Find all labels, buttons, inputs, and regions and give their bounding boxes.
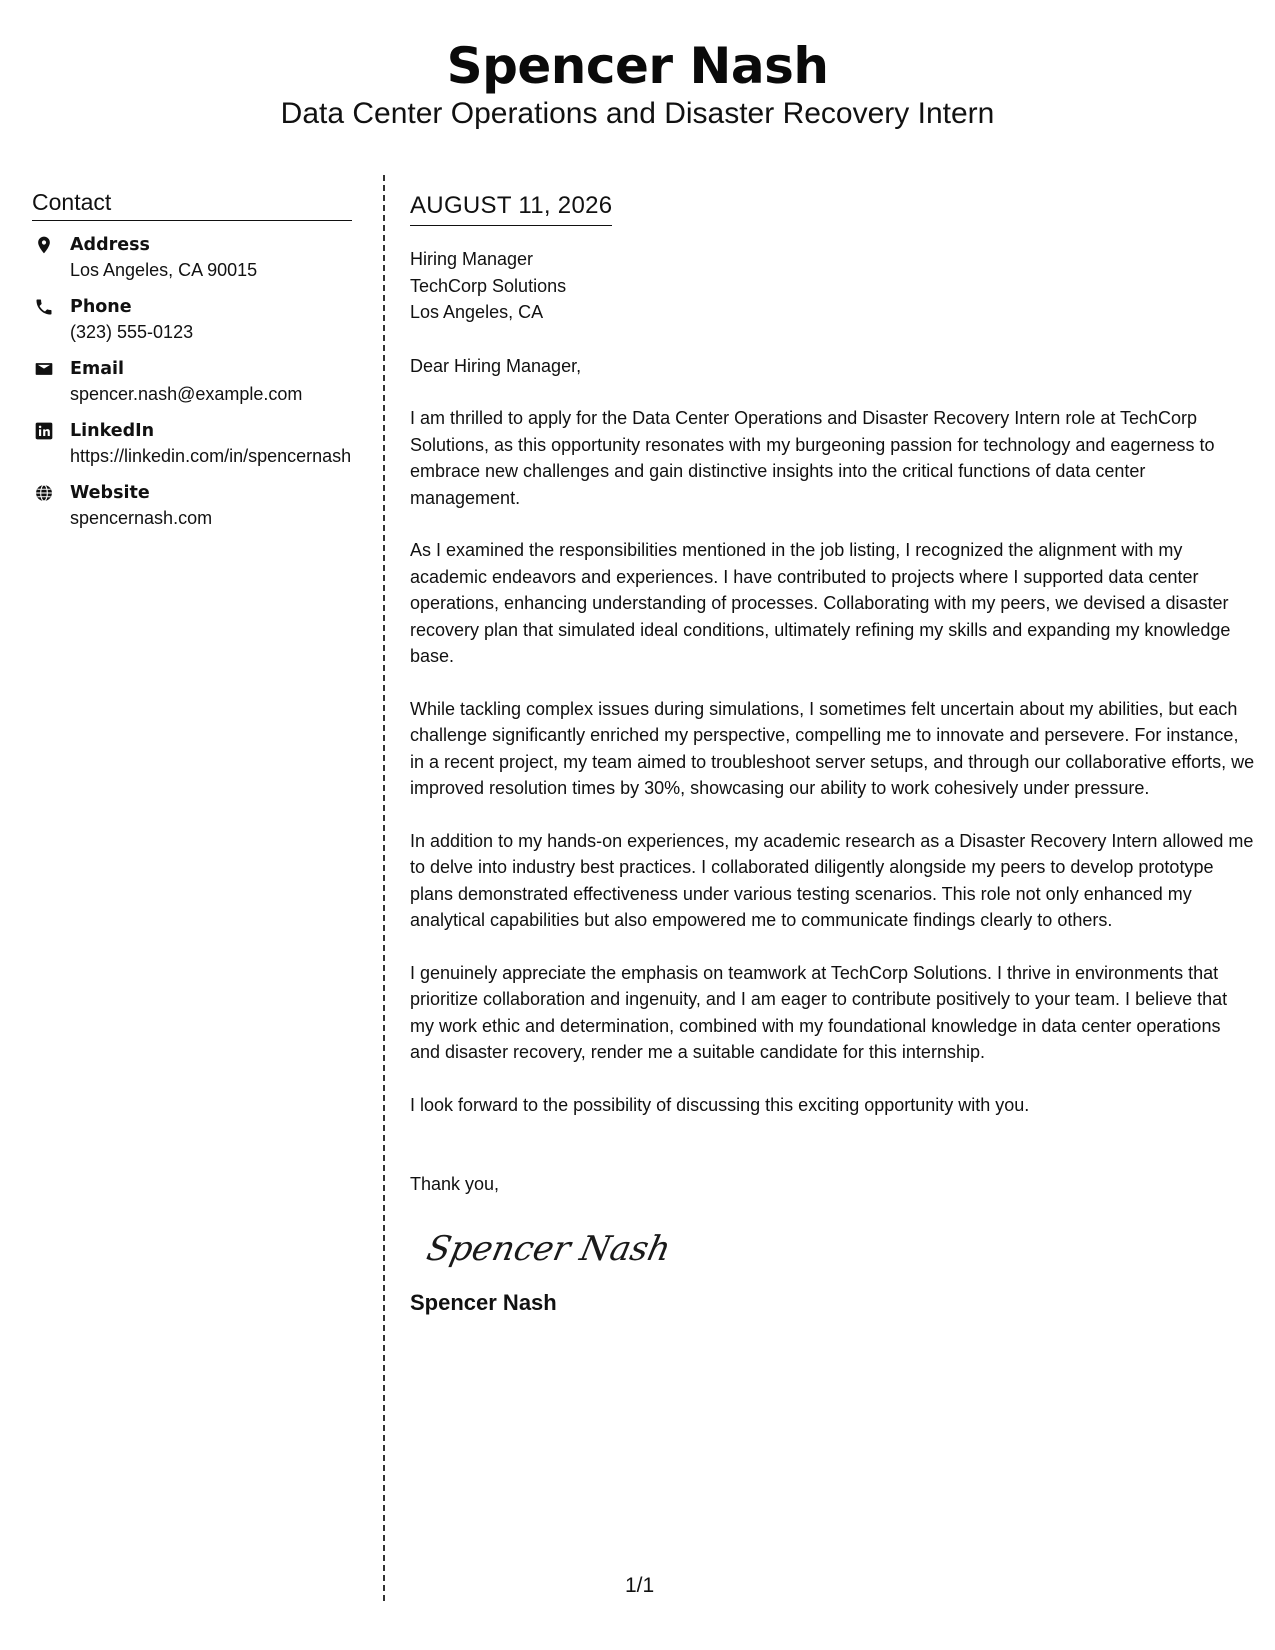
linkedin-icon (34, 421, 54, 441)
signature-text: Spencer Nash (423, 1228, 675, 1269)
applicant-title: Data Center Operations and Disaster Recovery Intern (280, 97, 995, 130)
email-label: Email (70, 359, 124, 379)
phone-value: (323) 555-0123 (70, 322, 194, 342)
contact-sidebar (32, 188, 352, 543)
map-pin-icon (34, 235, 54, 255)
contact-heading: Contact (32, 188, 352, 221)
contact-phone (32, 295, 352, 345)
linkedin-label: LinkedIn (70, 421, 155, 441)
contact-address (32, 233, 352, 283)
recipient-line: Hiring Manager (410, 249, 534, 269)
closing: Thank you, (410, 1174, 500, 1194)
salutation: Dear Hiring Manager, (410, 355, 582, 376)
letter-paragraph: I genuinely appreciate the emphasis on teamwork at TechCorp Solutions. I thrive in environments that prioritize collaboration and ingenuity, and I am eager to contribute positively to your team. I believe that my work ethic and determination, combined with my foundational knowledge in data center operations and disaster recovery, render me a suitable candidate for this internship. (410, 962, 1228, 1062)
recipient-line: Los Angeles, CA (410, 302, 544, 322)
letter-date: AUGUST 11, 2026 (410, 190, 612, 226)
column-divider (383, 175, 385, 1601)
linkedin-value[interactable]: https://linkedin.com/in/spencernash (70, 446, 352, 466)
email-value[interactable]: spencer.nash@example.com (70, 384, 303, 404)
address-value: Los Angeles, CA 90015 (70, 260, 258, 280)
contact-linkedin (32, 419, 352, 469)
letter-header (0, 36, 1275, 132)
page-number: 1/1 (625, 1574, 655, 1597)
contact-email (32, 357, 352, 407)
phone-icon (34, 297, 54, 317)
address-label: Address (70, 235, 150, 255)
globe-icon (34, 483, 54, 503)
website-label: Website (70, 483, 150, 503)
letter-paragraph: As I examined the responsibilities mentioned in the job listing, I recognized the alignment with my academic endeavors and experiences. I have contributed to projects where I supported data center operations, enhancing understanding of processes. Collaborating with my peers, we devised a disaster recovery plan that simulated ideal conditions, ultimately refining my skills and expanding my knowledge base. (410, 540, 1231, 666)
letter-paragraph: I look forward to the possibility of discussing this exciting opportunity with you. (410, 1094, 1030, 1115)
letter-body (410, 190, 1255, 1318)
applicant-name: Spencer Nash (446, 37, 829, 95)
phone-label: Phone (70, 297, 132, 317)
signed-name: Spencer Nash (410, 1289, 557, 1315)
contact-website (32, 481, 352, 531)
letter-paragraph: While tackling complex issues during simulations, I sometimes felt uncertain about my abilities, but each challenge significantly enriched my perspective, compelling me to innovate and persevere. For instance, in a recent project, my team aimed to troubleshoot server setups, and through our collaborative efforts, we improved resolution times by 30%, showcasing our ability to work cohesively under pressure. (410, 698, 1255, 798)
letter-paragraph: In addition to my hands-on experiences, my academic research as a Disaster Recovery Intern allowed me to delve into industry best practices. I collaborated diligently alongside my peers to develop prototype plans demonstrated effectiveness under various testing scenarios. This role not only enhanced my analytical capabilities but also empowered me to communicate findings clearly to others. (410, 830, 1254, 930)
recipient-line: TechCorp Solutions (410, 275, 567, 296)
envelope-icon (34, 359, 54, 379)
letter-paragraph: I am thrilled to apply for the Data Center Operations and Disaster Recovery Intern role at TechCorp Solutions, as this opportunity resonates with my burgeoning passion for technology and eagerness to embrace new challenges and gain distinctive insights into the critical functions of data center management. (410, 408, 1215, 508)
recipient-block (410, 246, 1255, 326)
website-value[interactable]: spencernash.com (70, 508, 213, 528)
handwritten-signature (423, 1218, 1255, 1278)
